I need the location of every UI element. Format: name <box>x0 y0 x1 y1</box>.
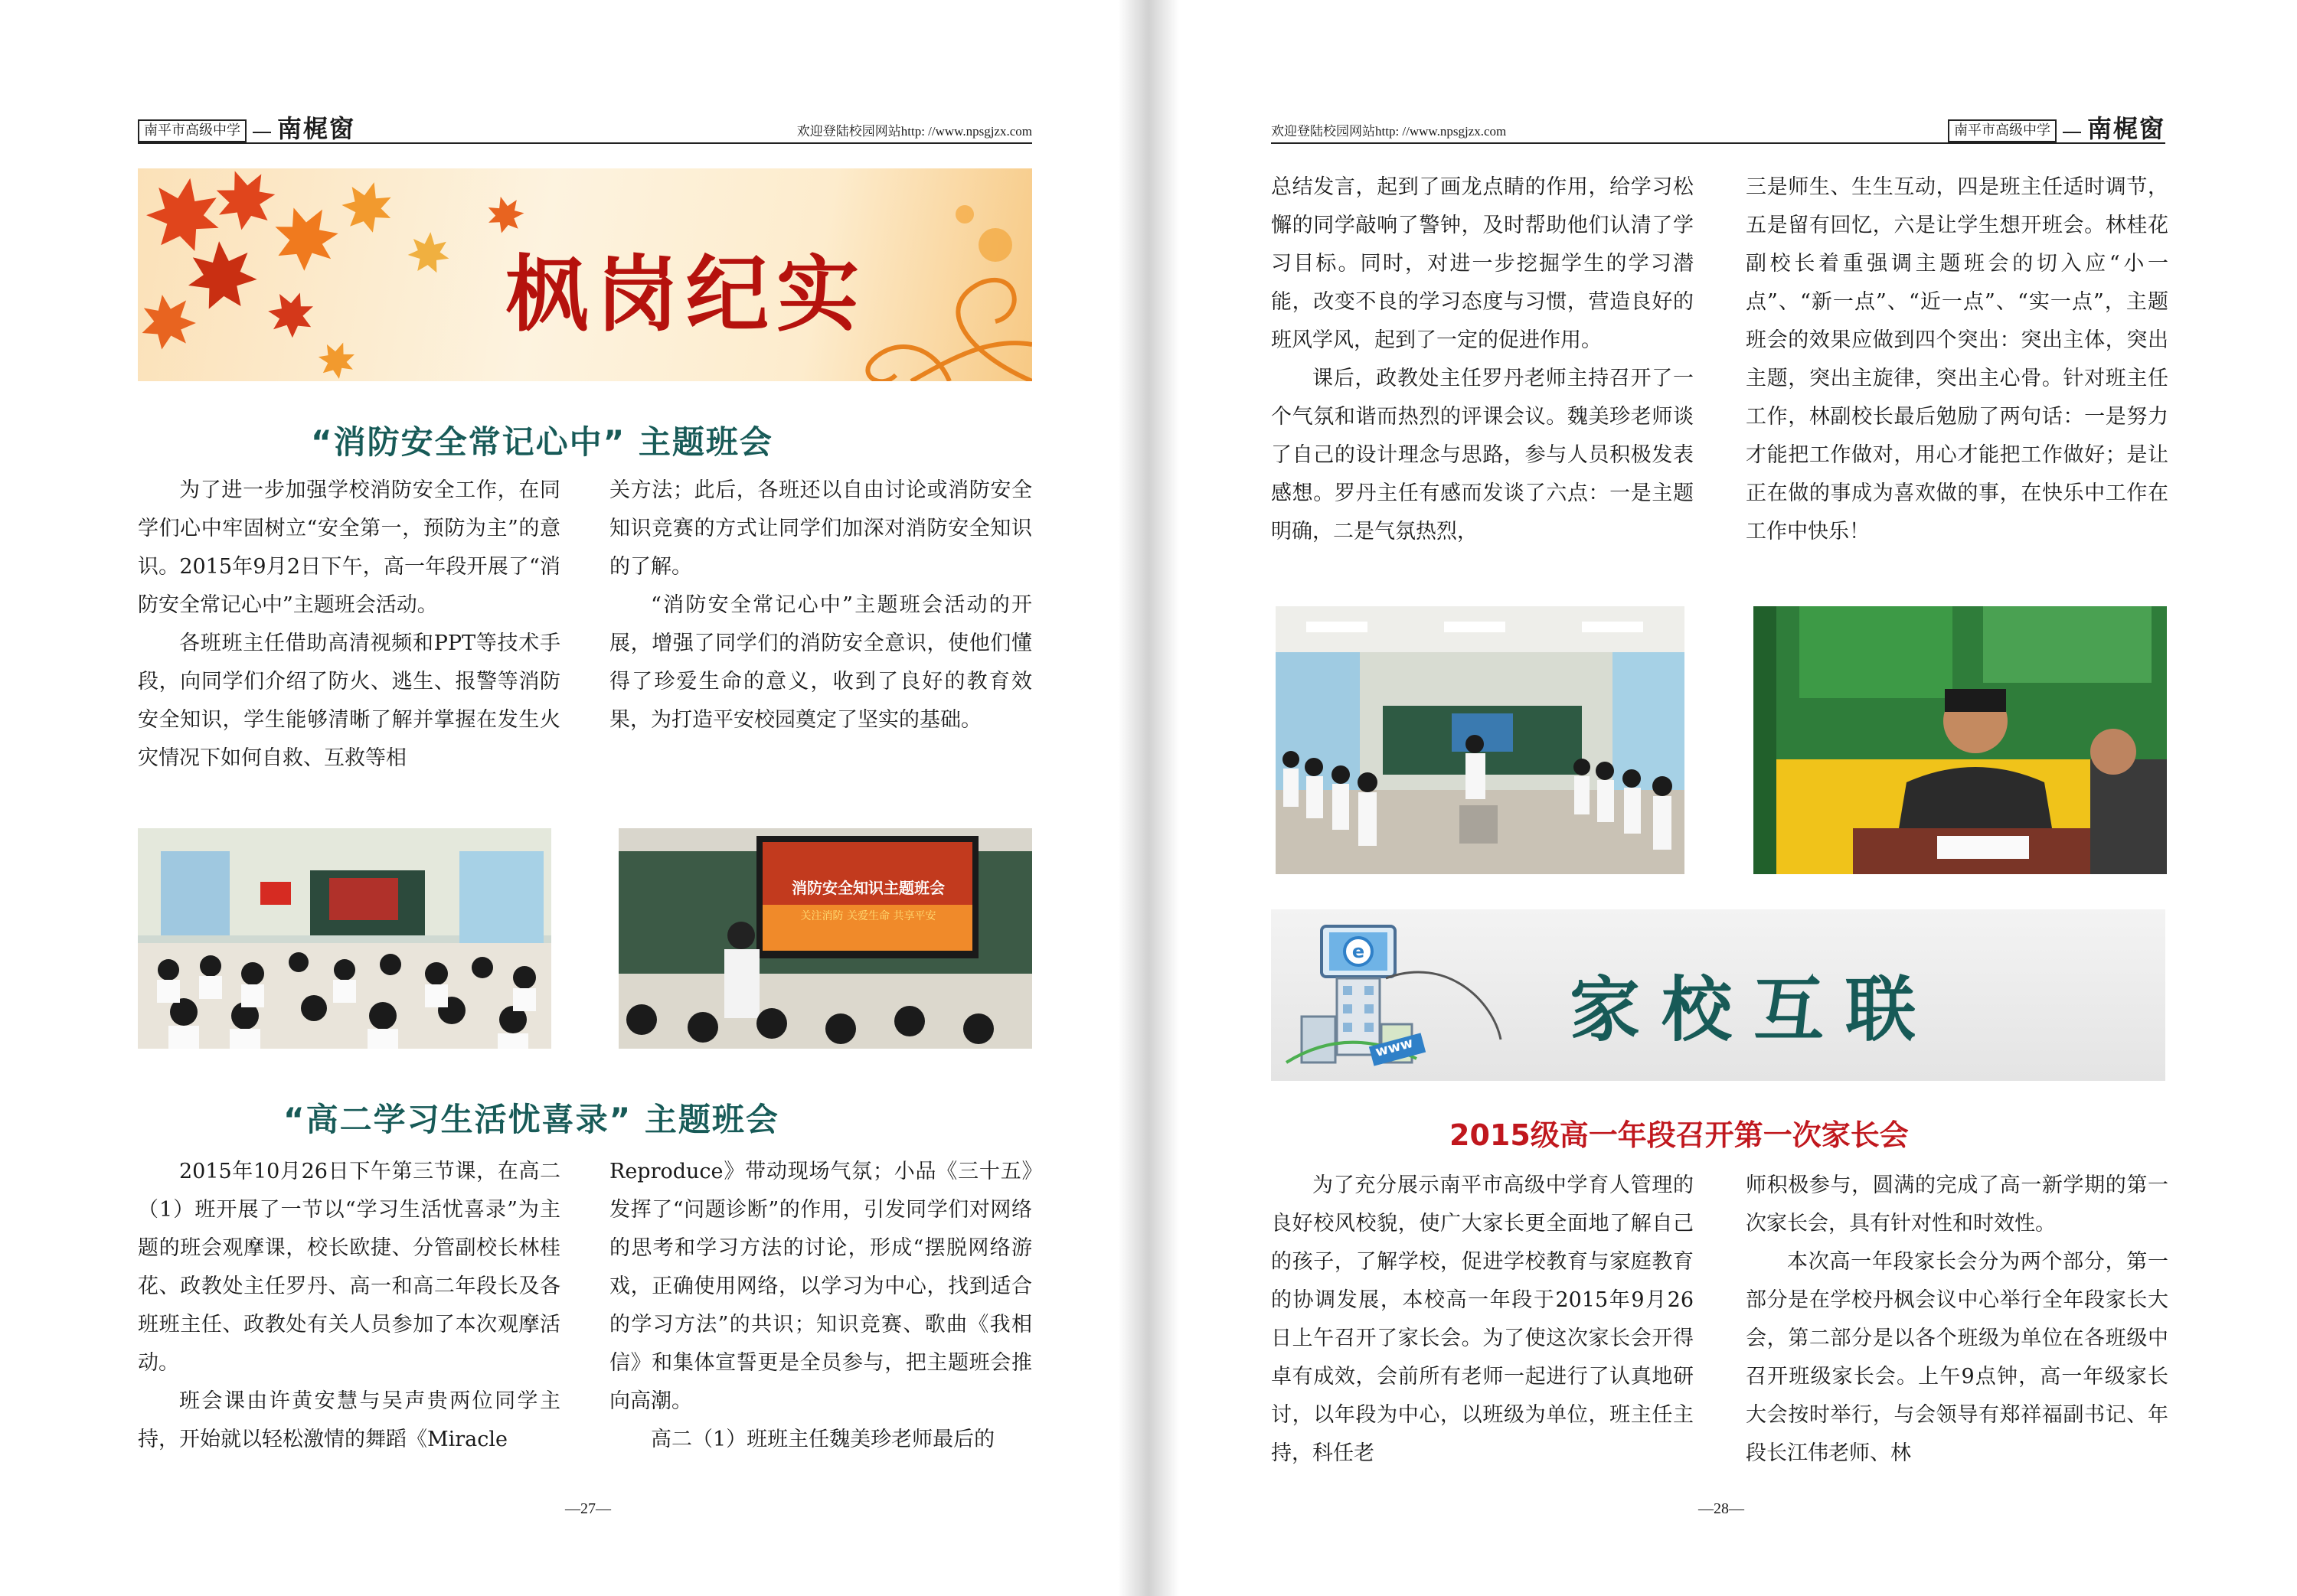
classroom-photo-image <box>138 828 551 1049</box>
running-header <box>138 107 1032 144</box>
header-dash <box>2063 132 2081 133</box>
page-number: —28— <box>1698 1500 1744 1517</box>
article-column-2 <box>1746 168 2168 551</box>
banner-title: 家校互联 <box>1570 969 1938 1051</box>
article-column-2 <box>609 472 1032 739</box>
www-tag: www <box>1374 1034 1415 1061</box>
section-banner-home-school <box>1271 909 2165 1081</box>
paragraph-continued: 总结发言，起到了画龙点睛的作用，给学习松懈的同学敲响了警钟，及时帮助他们认清了学习目标。同时，对进一步挖掘学生的学习潜能，改变不良的学习态度与习惯，营造良好的班风学风，起到了一定的促进作用。 <box>1271 175 1694 352</box>
header-rule <box>138 142 1032 144</box>
header-brand <box>138 115 355 142</box>
screen-e-icon: e <box>1351 941 1365 962</box>
article-column-1 <box>138 472 560 778</box>
article-column-2 <box>1746 1167 2168 1473</box>
paragraph-continued: 关方法；此后，各班还以自由讨论或消防安全知识竞赛的方式让同学们加深对消防安全知识的了解。 <box>609 478 1032 579</box>
article-column-1 <box>138 1153 560 1459</box>
article-column-1 <box>1271 168 1694 551</box>
paragraph: 2015年10月26日下午第三节课，在高二（1）班开展了一节以“学习生活忧喜录”为主题的班会观摩课，校长欧捷、分管副校长林桂花、政教处主任罗丹、高一和高二年段长及各班班主任、政教处有关人员参加了本次观摩活动。 <box>138 1160 560 1375</box>
paragraph-continued: Reproduce》带动现场气氛；小品《三十五》发挥了“问题诊断”的作用，引发同学们对网络的思考和学习方法的讨论，形成“摆脱网络游戏，正确使用网络，以学习为中心，找到适合的学习方法”的共识；知识竞赛、歌曲《我相信》和集体宣誓更是全员参与，把主题班会推向高潮。 <box>609 1160 1032 1413</box>
page-gutter-shadow <box>1118 0 1148 1596</box>
section-banner-autumn <box>138 168 1032 381</box>
school-name: 南平市高级中学 <box>1948 119 2057 142</box>
header-dash <box>253 132 271 133</box>
photo-classroom-students <box>138 828 551 1049</box>
school-name: 南平市高级中学 <box>138 119 247 142</box>
paragraph: 本次高一年段家长会分为两个部分，第一部分是在学校丹枫会议中心举行全年段家长大会，第二部分是以各个班级为单位在各班级中召开班级家长会。上午9点钟，高一年级家长大会按时举行，与会领导有郑祥福副书记、年段长江伟老师、林 <box>1746 1250 2168 1465</box>
paragraph-continued: 师积极参与，圆满的完成了高一新学期的第一次家长会，具有针对性和时效性。 <box>1746 1173 2168 1235</box>
photo-fire-safety-presentation <box>619 828 1032 1049</box>
article-column-1 <box>1271 1167 1694 1473</box>
article-title-study-life: “高二学习生活忧喜录” 主题班会 <box>283 1101 779 1138</box>
article-title-fire-safety: “消防安全常记心中” 主题班会 <box>311 423 773 461</box>
header-rule <box>1271 142 2165 144</box>
banner-title: 枫岗纪实 <box>505 246 868 343</box>
right-page <box>1148 0 2297 1596</box>
paragraph: 高二（1）班班主任魏美珍老师最后的 <box>651 1428 995 1451</box>
projected-slide-subtitle: 关注消防 关爱生命 共享平安 <box>800 910 936 922</box>
website-welcome: 欢迎登陆校园网站http: //www.npsgjzx.com <box>796 124 1032 139</box>
paragraph: 为了进一步加强学校消防安全工作，在同学们心中牢固树立“安全第一，预防为主”的意识。2015年9月2日下午，高一年段开展了“消防安全常记心中”主题班会活动。 <box>138 478 560 617</box>
paragraph-continued: 三是师生、生生互动，四是班主任适时调节，五是留有回忆，六是让学生想开班会。林桂花副校长着重强调主题班会的切入应“小一点”、“新一点”、“近一点”、“实一点”，主题班会的效果应做到四个突出：突出主体，突出主题，突出主旋律，突出主心骨。针对班主任工作，林副校长最后勉励了两句话：一是努力才能把工作做对，用心才能把工作做好；是让正在做的事成为喜欢做的事，在快乐中工作在工作中快乐！ <box>1746 175 2168 543</box>
article-title-parent-meeting: 2015级高一年段召开第一次家长会 <box>1449 1118 1909 1152</box>
projected-slide-title: 消防安全知识主题班会 <box>792 879 945 897</box>
paragraph: 为了充分展示南平市高级中学育人管理的良好校风校貌，使广大家长更全面地了解自己的孩子，了解学校，促进学校教育与家庭教育的协调发展，本校高一年段于2015年9月26日上午召开了家长会。为了使这次家长会开得卓有成效，会前所有老师一起进行了认真地研讨，以年段为中心，以班级为单位，班主任主持，科任老 <box>1271 1173 1694 1465</box>
header-brand <box>1948 115 2165 142</box>
website-welcome: 欢迎登陆校园网站http: //www.npsgjzx.com <box>1271 124 1507 139</box>
masthead-logo: 南梶窗 <box>2086 114 2165 143</box>
page-gutter-shadow <box>1148 0 1179 1596</box>
running-header <box>1271 107 2165 144</box>
photo-class-meeting <box>1276 606 1684 874</box>
paragraph: 班会课由许黄安慧与吴声贵两位同学主持，开始就以轻松激情的舞蹈《Miracle <box>138 1389 560 1451</box>
paragraph: 课后，政教处主任罗丹老师主持召开了一个气氛和谐而热烈的评课会议。魏美珍老师谈了自己的设计理念与思路，参与人员积极发表感想。罗丹主任有感而发谈了六点：一是主题明确，二是气氛热烈， <box>1271 367 1694 543</box>
article-column-2 <box>609 1153 1032 1459</box>
presentation-photo-image <box>619 828 1032 1049</box>
paragraph: 各班班主任借助高清视频和PPT等技术手段，向同学们介绍了防火、逃生、报警等消防安全知识，学生能够清晰了解并掌握在发生火灾情况下如何自救、互救等相 <box>138 632 560 770</box>
left-page <box>0 0 1148 1596</box>
principal-photo-image <box>1753 606 2167 874</box>
photo-principal-speaking <box>1753 606 2167 874</box>
paragraph: “消防安全常记心中”主题班会活动的开展，增强了同学们的消防安全意识，使他们懂得了珍爱生命的意义，收到了良好的教育效果，为打造平安校园奠定了坚实的基础。 <box>609 593 1032 732</box>
page-number: —27— <box>565 1500 611 1517</box>
class-meeting-photo-image <box>1276 606 1684 874</box>
masthead-logo: 南梶窗 <box>277 114 356 143</box>
